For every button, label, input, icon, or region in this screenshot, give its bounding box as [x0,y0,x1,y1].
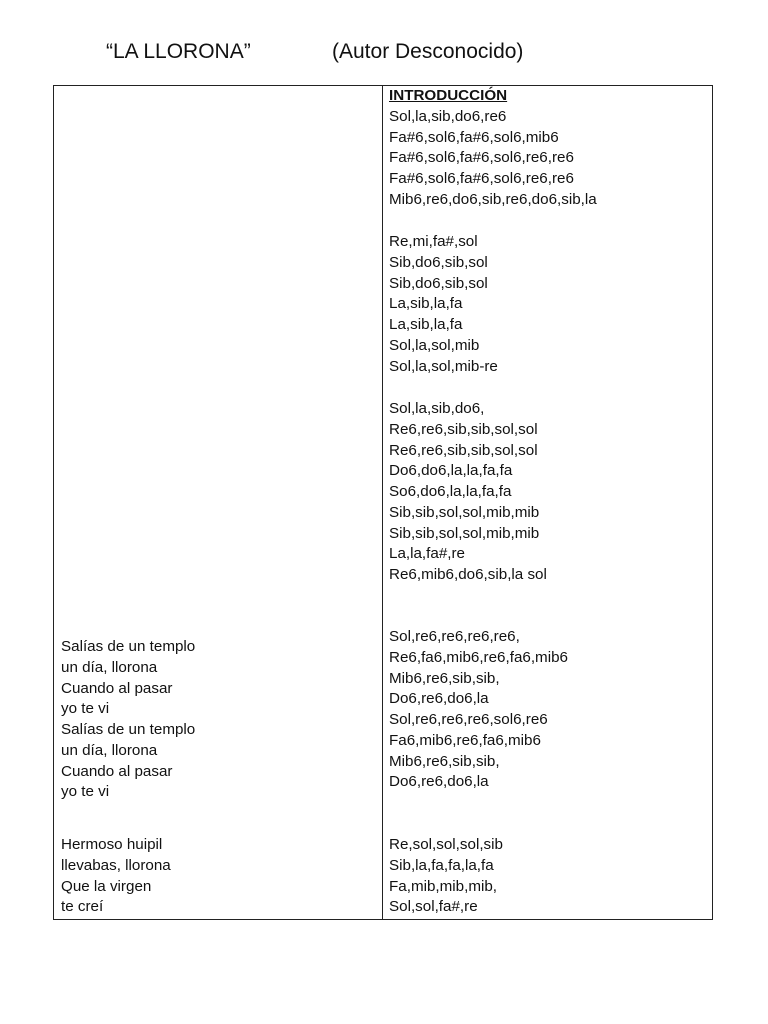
lyric-line: Cuando al pasar [61,679,173,697]
note-line: Fa#6,sol6,fa#6,sol6,mib6 [389,128,559,146]
lyric-line: Que la virgen [61,877,152,895]
note-line: Sol,la,sol,mib [389,336,480,354]
lyric-line: un día, llorona [61,741,158,759]
verse2-notes [389,835,707,918]
note-line: Fa6,mib6,re6,fa6,mib6 [389,731,541,749]
lyric-line: Cuando al pasar [61,762,173,780]
note-line: Mib6,re6,sib,sib, [389,752,500,770]
note-line: Mib6,re6,do6,sib,re6,do6,sib,la [389,190,597,208]
note-line: Sib,la,fa,fa,la,fa [389,856,494,874]
note-line: Sol,la,sib,do6, [389,400,485,417]
notes-column [389,86,707,919]
song-title: “LA LLORONA” [106,40,251,63]
lyric-line: yo te vi [61,700,110,718]
note-line: Sib,do6,sib,sol [389,253,488,271]
column-divider [382,86,383,919]
note-line: Sib,sib,sol,sol,mib,mib [389,503,540,521]
verse2-lyrics [61,835,376,918]
note-line: Sib,sib,sol,sol,mib,mib [389,524,540,542]
lyric-line: llevabas, llorona [61,856,171,874]
verse1-lyrics [61,637,376,803]
section3-notes [389,399,707,586]
note-line: So6,do6,la,la,fa,fa [389,483,512,500]
lyric-line: un día, llorona [61,658,158,676]
intro-notes [389,86,707,211]
lyric-line: te creí [61,898,104,916]
note-line: Re,mi,fa#,sol [389,233,478,250]
song-author: (Autor Desconocido) [332,40,524,63]
lyric-line: Salías de un templo [61,638,196,655]
note-line: Re6,mib6,do6,sib,la sol [389,566,547,583]
lyrics-column [61,86,376,919]
note-line: Re,sol,sol,sol,sib [389,836,503,853]
note-line: Do6,re6,do6,la [389,690,489,708]
lyric-line: Salías de un templo [61,721,196,738]
intro-heading: INTRODUCCIÓN [389,87,508,104]
section2-notes [389,232,707,377]
note-line: Re6,fa6,mib6,re6,fa6,mib6 [389,648,568,666]
title-row [0,40,768,70]
note-line: Re6,re6,sib,sib,sol,sol [389,420,538,438]
note-line: Do6,re6,do6,la [389,773,489,791]
note-line: Re6,re6,sib,sib,sol,sol [389,441,538,459]
note-line: Sol,re6,re6,re6,re6, [389,628,520,645]
lyric-line: Hermoso huipil [61,836,163,853]
note-line: La,sib,la,fa [389,316,463,333]
note-line: La,la,fa#,re [389,545,465,563]
note-line: Sol,sol,fa#,re [389,898,478,916]
note-line: La,sib,la,fa [389,295,463,313]
note-line: Sol,re6,re6,re6,sol6,re6 [389,711,548,728]
verse1-notes [389,627,707,793]
note-line: Fa,mib,mib,mib, [389,877,498,895]
note-line: Fa#6,sol6,fa#6,sol6,re6,re6 [389,149,574,167]
note-line: Sol,la,sol,mib-re [389,357,498,375]
note-line: Sib,do6,sib,sol [389,274,488,292]
lyric-line: yo te vi [61,783,110,801]
note-line: Sol,la,sib,do6,re6 [389,107,507,125]
note-line: Do6,do6,la,la,fa,fa [389,462,513,480]
note-line: Fa#6,sol6,fa#6,sol6,re6,re6 [389,170,574,187]
score-table [53,85,713,920]
note-line: Mib6,re6,sib,sib, [389,669,500,687]
